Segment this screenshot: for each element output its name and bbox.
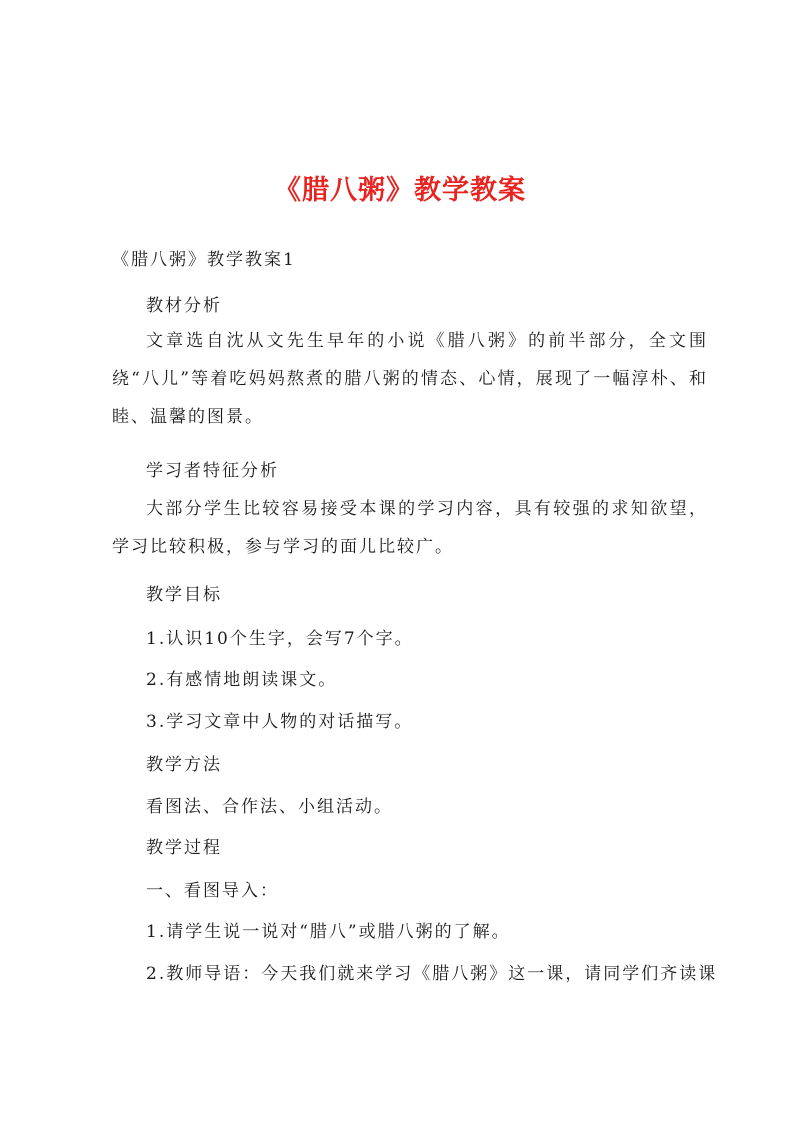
process-item: 1.请学生说一说对“腊八”或腊八粥的了解。 [146, 922, 511, 942]
process-item: 2.教师导语：今天我们就来学习《腊八粥》这一课，请同学们齐读课 [146, 964, 718, 984]
section-heading-material: 教材分析 [146, 296, 222, 316]
section-heading-goals: 教学目标 [146, 585, 222, 605]
document-title: 《腊八粥》教学教案 [274, 175, 526, 206]
paragraph-methods: 看图法、合作法、小组活动。 [146, 797, 393, 817]
paragraph-material: 文章选自沈从文先生早年的小说《腊八粥》的前半部分，全文围绕“八儿”等着吃妈妈熬煮的腊八粥的情态、心情，展现了一幅淳朴、和睦、温馨的图景。 [112, 331, 708, 427]
goal-item: 3.学习文章中人物的对话描写。 [146, 712, 414, 732]
section-heading-learner: 学习者特征分析 [146, 461, 279, 481]
goal-item: 1.认识10个生字，会写7个字。 [146, 629, 414, 649]
section-heading-process: 教学过程 [146, 838, 222, 858]
goal-item: 2.有感情地朗读课文。 [146, 670, 338, 690]
section-heading-methods: 教学方法 [146, 755, 222, 775]
paragraph-learner: 大部分学生比较容易接受本课的学习内容，具有较强的求知欲望，学习比较积极，参与学习的面儿比较广。 [112, 499, 708, 557]
process-step-heading: 一、看图导入： [146, 881, 279, 901]
document-subtitle: 《腊八粥》教学教案1 [112, 250, 296, 270]
